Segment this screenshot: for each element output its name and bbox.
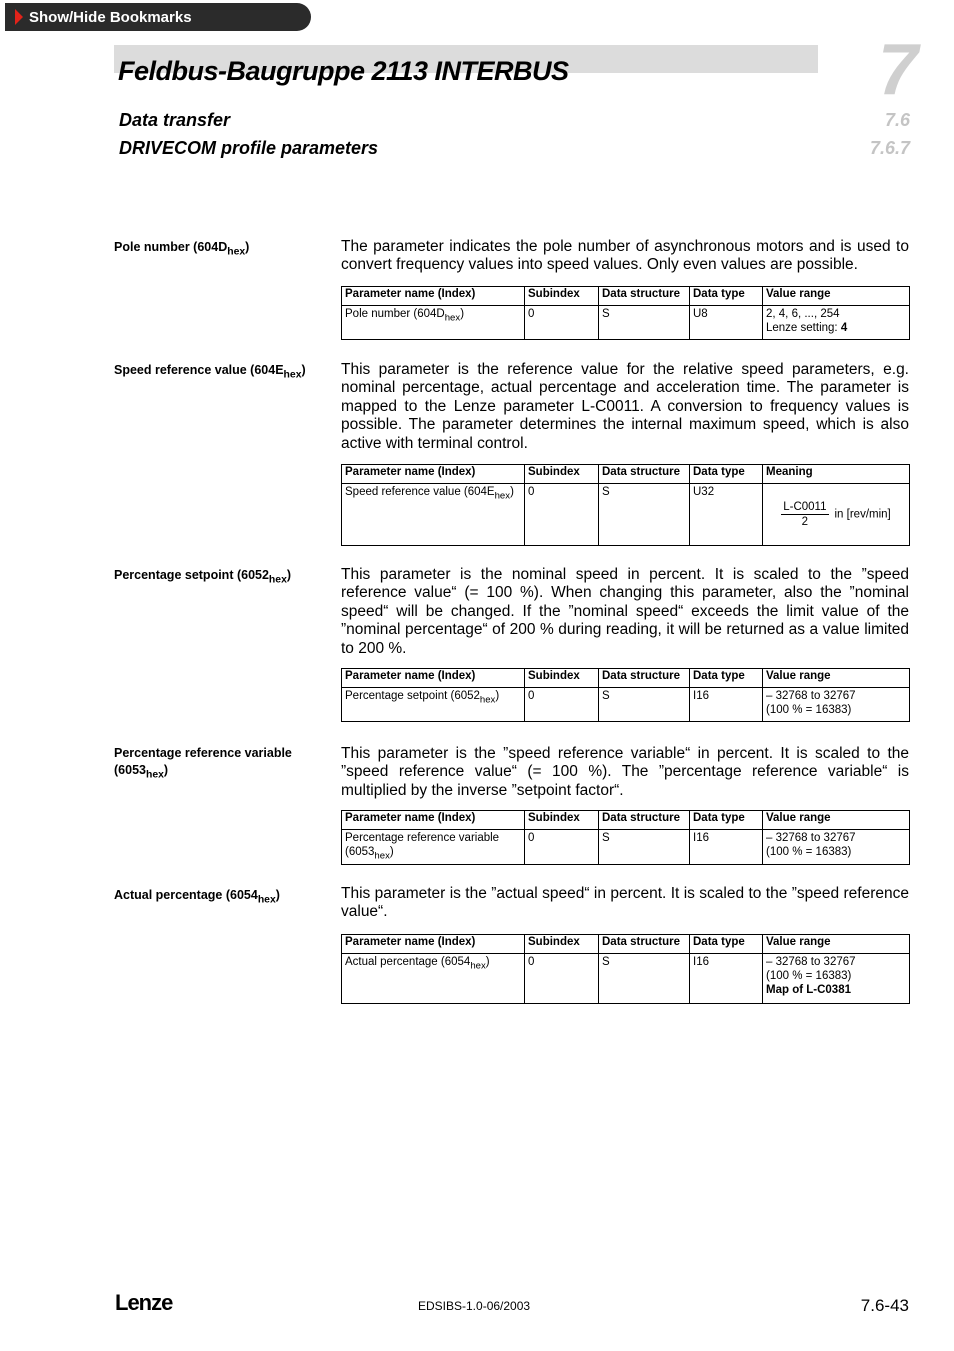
table-row [342, 306, 910, 340]
range-line-1: 2, 4, 6, ..., 254 [766, 308, 840, 320]
table-row [342, 830, 910, 865]
cell-type: U8 [690, 306, 763, 340]
document-id: EDSIBS-1.0-06/2003 [418, 1299, 531, 1313]
range-line-2: (100 % = 16383) [766, 704, 852, 716]
header-subindex: Subindex [525, 465, 599, 484]
cell-name [342, 306, 525, 340]
header-type: Data type [690, 465, 763, 484]
pole-number-label [114, 239, 314, 261]
percentage-reference-description: This parameter is the ”speed reference variable“ in percent. It is scaled to the ”speed reference value“ (= 100 %). The ”percentage reference variable“ is multiplied by the inverse ”setpoint factor“. [341, 745, 909, 799]
range-line-3: Map of L-C0381 [766, 984, 851, 996]
name-end: ) [460, 308, 465, 320]
table-row [342, 954, 910, 1004]
label-end: ) [301, 363, 306, 377]
header-subindex: Subindex [525, 287, 599, 306]
table-row [342, 484, 910, 546]
cell-meaning [763, 484, 910, 546]
table-header-row [342, 935, 910, 954]
label-sub: hex [257, 894, 276, 906]
bookmarks-label: Show/Hide Bookmarks [29, 8, 192, 26]
header-name: Parameter name (Index) [342, 811, 525, 830]
speed-reference-label [114, 362, 314, 384]
fraction [781, 500, 828, 529]
name-text: Actual percentage (6054 [345, 956, 471, 968]
cell-structure: S [599, 830, 690, 865]
label-end: ) [275, 888, 280, 902]
percentage-setpoint-label [114, 567, 314, 589]
range-line-1: – 32768 to 32767 [766, 690, 856, 702]
label-end: ) [286, 568, 292, 582]
header-subindex: Subindex [525, 811, 599, 830]
cell-value-range [763, 830, 910, 865]
header-structure: Data structure [599, 935, 690, 954]
meaning-unit: in [rev/min] [834, 508, 891, 521]
section-number: 7.6 [884, 110, 910, 130]
section-title: Data transfer [119, 110, 231, 130]
label-text: Actual percentage (6054 [114, 888, 258, 902]
name-text: Pole number (604D [345, 308, 445, 320]
header-value-range: Value range [763, 811, 910, 830]
name-text: Percentage setpoint (6052 [345, 690, 480, 702]
speed-reference-description: This parameter is the reference value for the relative speed parameters, e.g. nominal percentage, actual percentage and acceleration time. The parameter is mapped to the Lenze parameter L-C0011. A conversion to frequency values is possible. The parameter determines the internal maximum speed, which is also active with terminal control. [341, 361, 909, 452]
name-end: ) [495, 690, 500, 702]
percentage-setpoint-table [341, 668, 910, 722]
cell-type: U32 [690, 484, 763, 546]
range-line-2: (100 % = 16383) [766, 970, 852, 982]
range-line-1: – 32768 to 32767 [766, 832, 856, 844]
label-sub: hex [268, 574, 287, 586]
cell-name [342, 830, 525, 865]
cell-structure: S [599, 484, 690, 546]
label-end: ) [245, 240, 250, 254]
table-row [342, 688, 910, 722]
cell-structure: S [599, 954, 690, 1004]
name-end: ) [389, 846, 394, 858]
header-name: Parameter name (Index) [342, 465, 525, 484]
label-text: Speed reference value (604E [114, 363, 284, 377]
cell-value-range [763, 306, 910, 340]
range-bold: 4 [840, 322, 848, 334]
pole-number-table [341, 286, 910, 340]
chapter-number: 7 [877, 30, 918, 110]
page-title: Feldbus-Baugruppe 2113 INTERBUS [118, 56, 569, 86]
header-value-range: Value range [763, 935, 910, 954]
name-sub: hex [444, 312, 461, 324]
header-type: Data type [690, 811, 763, 830]
label-end: ) [163, 763, 169, 777]
header-structure: Data structure [599, 287, 690, 306]
header-subindex: Subindex [525, 935, 599, 954]
range-text: Lenze setting: [766, 322, 841, 334]
cell-structure: S [599, 688, 690, 722]
name-text: Speed reference value (604E [345, 486, 495, 498]
cell-subindex: 0 [525, 306, 599, 340]
lenze-logo: Lenze [115, 1290, 173, 1315]
percentage-setpoint-description: This parameter is the nominal speed in percent. It is scaled to the ”speed reference value“ (= 100 %). When changing this parameter, also the ”nominal speed“ will be changed. If the ”nominal speed“ exceeds the limit value of the ”nominal percentage“ of 200 % during reading, it will be returned as a value limited to 200 %. [341, 566, 909, 657]
fraction-numerator: L-C0011 [783, 501, 827, 513]
triangle-right-icon [15, 9, 23, 25]
header-structure: Data structure [599, 669, 690, 688]
cell-name [342, 484, 525, 546]
cell-subindex: 0 [525, 954, 599, 1004]
percentage-reference-table [341, 810, 910, 865]
page-number: 7.6-43 [860, 1296, 909, 1315]
cell-type: I16 [690, 954, 763, 1004]
table-header-row [342, 287, 910, 306]
header-value-range: Value range [763, 669, 910, 688]
label-text: Percentage reference variable (6053 [114, 746, 292, 777]
header-name: Parameter name (Index) [342, 287, 525, 306]
subsection-title: DRIVECOM profile parameters [119, 138, 379, 158]
name-text: Percentage reference variable (6053 [345, 832, 500, 858]
cell-subindex: 0 [525, 484, 599, 546]
name-end: ) [510, 486, 514, 498]
header-name: Parameter name (Index) [342, 669, 525, 688]
cell-type: I16 [690, 688, 763, 722]
percentage-reference-label [114, 745, 314, 784]
cell-subindex: 0 [525, 688, 599, 722]
header-meaning: Meaning [763, 465, 910, 484]
header-structure: Data structure [599, 811, 690, 830]
show-hide-bookmarks-button[interactable] [5, 3, 311, 31]
speed-reference-table [341, 464, 910, 546]
actual-percentage-label [114, 887, 314, 909]
header-type: Data type [690, 935, 763, 954]
table-header-row [342, 669, 910, 688]
range-line-1: – 32768 to 32767 [766, 956, 856, 968]
name-end: ) [485, 956, 490, 968]
table-header-row [342, 811, 910, 830]
header-value-range: Value range [763, 287, 910, 306]
actual-percentage-table [341, 934, 910, 1004]
name-sub: hex [479, 694, 496, 706]
label-sub: hex [145, 769, 164, 781]
table-header-row [342, 465, 910, 484]
cell-structure: S [599, 306, 690, 340]
label-text: Pole number (604D [114, 240, 228, 254]
name-sub: hex [494, 490, 511, 502]
fraction-denominator: 2 [801, 516, 809, 528]
range-line-2: (100 % = 16383) [766, 846, 852, 858]
label-text: Percentage setpoint (6052 [114, 568, 269, 582]
pole-number-description: The parameter indicates the pole number of asynchronous motors and is used to convert frequency values into speed values. Only even values are possible. [341, 238, 909, 274]
label-sub: hex [227, 246, 246, 258]
header-subindex: Subindex [525, 669, 599, 688]
header-structure: Data structure [599, 465, 690, 484]
name-sub: hex [374, 850, 390, 862]
subsection-number: 7.6.7 [869, 138, 910, 158]
header-type: Data type [690, 287, 763, 306]
cell-value-range [763, 954, 910, 1004]
name-sub: hex [470, 960, 486, 972]
actual-percentage-description: This parameter is the ”actual speed“ in percent. It is scaled to the ”speed reference value“. [341, 885, 909, 921]
cell-subindex: 0 [525, 830, 599, 865]
header-type: Data type [690, 669, 763, 688]
header-name: Parameter name (Index) [342, 935, 525, 954]
range-line-2 [766, 321, 906, 335]
cell-name [342, 688, 525, 722]
label-sub: hex [283, 369, 302, 381]
cell-name [342, 954, 525, 1004]
cell-type: I16 [690, 830, 763, 865]
cell-value-range [763, 688, 910, 722]
